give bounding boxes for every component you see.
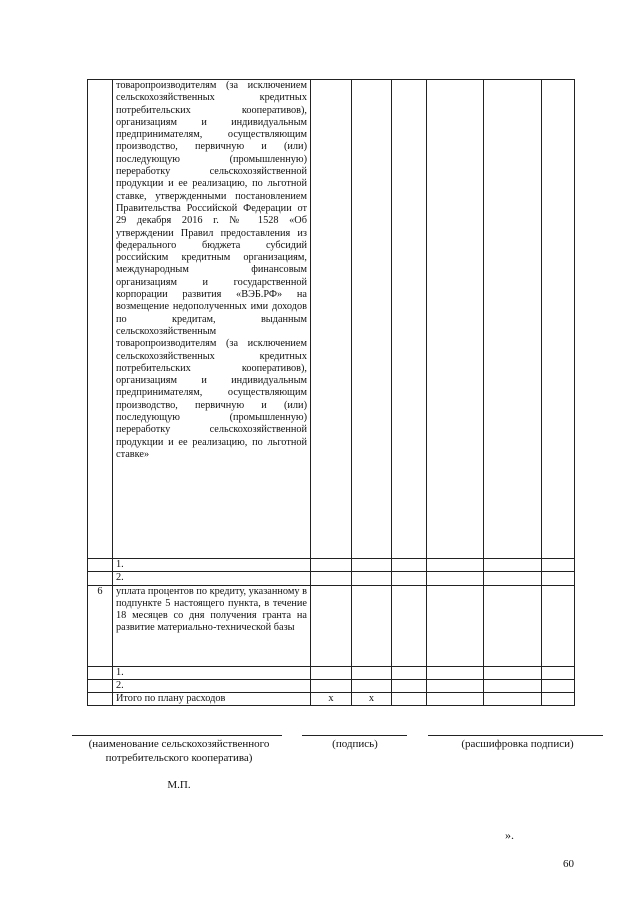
table-cell: [311, 80, 352, 559]
table-cell: [427, 679, 484, 692]
subrow-label: 2.: [113, 572, 311, 585]
table-row-total: [88, 693, 575, 706]
subrow-label: 1.: [113, 559, 311, 572]
table-row-6: [88, 585, 575, 666]
table-cell: [542, 572, 575, 585]
table-row-continued: [88, 80, 575, 559]
row-number-cell: [88, 666, 113, 679]
table-cell: [392, 585, 427, 666]
table-cell: [392, 572, 427, 585]
table-cell: [484, 666, 542, 679]
signature-decode-caption: (расшифровка подписи): [461, 738, 574, 750]
table-cell: [311, 585, 352, 666]
decode-signature-line: [428, 735, 603, 736]
table-cell: [427, 693, 484, 706]
table-cell: [484, 559, 542, 572]
row-number-cell: [88, 693, 113, 706]
table-cell: [484, 585, 542, 666]
table-cell: [352, 572, 392, 585]
row-description: уплата процентов по кредиту, указанному в подпункте 5 настоящего пункта, в течение 18 месяцев со дня получения гранта на развитие материально-технической базы: [113, 585, 311, 666]
table-cell: [392, 80, 427, 559]
row-number-cell: [88, 572, 113, 585]
table-subrow: [88, 679, 575, 692]
table-cell: [352, 666, 392, 679]
table-cell: [542, 585, 575, 666]
page-number: 60: [563, 858, 574, 870]
row-description: товаропроизводителям (за исключением сельскохозяйственных кредитных потребительских кооперативов), организациям и индивидуальным предпринимателям, осуществляющим производство, первичную и (или) последующую (промышленную) переработку сельскохозяйственной продукции и ее реализацию, по льготной ставке, утвержденными постановлением Правительства Российской Федерации от 29 декабря 2016 г. № 1528 «Об утверждении Правил предоставления из федерального бюджета субсидий российским кредитным организациям, международным финансовым организациям и государственной корпорации развития «ВЭБ.РФ» на возмещение недополученных ими доходов по кредитам, выданным сельскохозяйственным товаропроизводителям (за исключением сельскохозяйственных кредитных потребительских кооперативов), организациям и индивидуальным предпринимателям, осуществляющим производство, первичную и (или) последующую (промышленную) переработку сельскохозяйственной продукции и ее реализацию, по льготной ставке»: [113, 80, 311, 559]
row-number-cell: 6: [88, 585, 113, 666]
table-cell: [484, 572, 542, 585]
table-cell: [427, 572, 484, 585]
table-cell: [352, 585, 392, 666]
table-subrow: [88, 572, 575, 585]
row-number-cell: [88, 559, 113, 572]
table-cell: [427, 585, 484, 666]
total-mark: x: [352, 693, 392, 706]
table-cell: [392, 693, 427, 706]
table-cell: [427, 666, 484, 679]
table-cell: [352, 679, 392, 692]
table-cell: [352, 559, 392, 572]
total-label: Итого по плану расходов: [113, 693, 311, 706]
table-cell: [484, 679, 542, 692]
table-subrow: [88, 666, 575, 679]
table-cell: [542, 679, 575, 692]
stamp-label: М.П.: [167, 779, 191, 791]
table-cell: [484, 80, 542, 559]
expense-plan-table: [87, 79, 575, 706]
table-cell: [542, 666, 575, 679]
table-cell: [542, 559, 575, 572]
signature-caption: (подпись): [332, 738, 378, 750]
subrow-label: 1.: [113, 666, 311, 679]
table-cell: [392, 559, 427, 572]
closing-quote: ».: [505, 828, 514, 842]
row-number-cell: [88, 80, 113, 559]
table-cell: [311, 572, 352, 585]
table-cell: [392, 679, 427, 692]
table-cell: [542, 80, 575, 559]
table-cell: [311, 559, 352, 572]
table-cell: [427, 559, 484, 572]
signature-line: [302, 735, 407, 736]
table-subrow: [88, 559, 575, 572]
total-mark: x: [311, 693, 352, 706]
table-cell: [352, 80, 392, 559]
table-cell: [427, 80, 484, 559]
org-name-caption: (наименование сельскохозяйственного потребительского кооператива): [88, 738, 270, 764]
table-cell: [392, 666, 427, 679]
table-cell: [542, 693, 575, 706]
table-cell: [311, 666, 352, 679]
org-signature-line: [72, 735, 282, 736]
table-cell: [484, 693, 542, 706]
row-number-cell: [88, 679, 113, 692]
table-cell: [311, 679, 352, 692]
subrow-label: 2.: [113, 679, 311, 692]
